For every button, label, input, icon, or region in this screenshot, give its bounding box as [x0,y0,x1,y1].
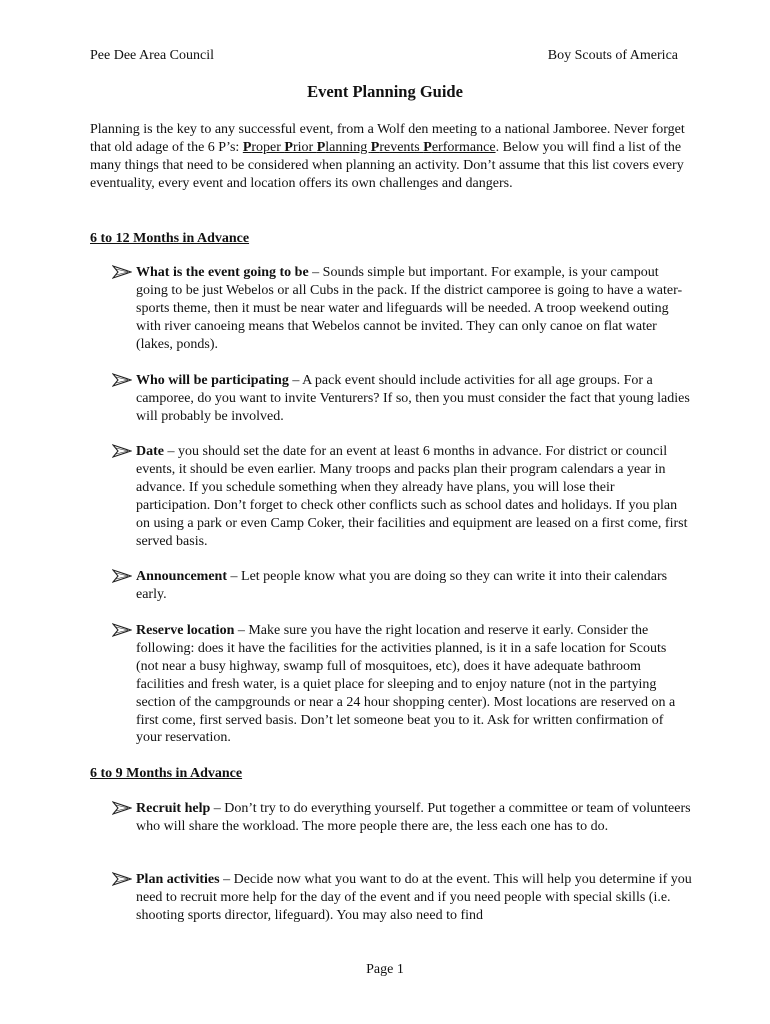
item-title: Announcement [136,569,228,584]
item-text: – Don’t try to do everything yourself. Put together a committee or team of volunteers who will share the workload. The more people there are, the less each one has to do. [136,801,691,834]
six-ps-phrase: Proper Prior Planning Prevents Performance [242,139,496,155]
header-right: Boy Scouts of America [547,48,678,63]
list-item [112,871,692,925]
arrow-bullet-icon [112,801,132,815]
list-item [112,443,692,550]
arrow-bullet-icon [112,623,132,637]
item-text: – Decide now what you want to do at the event. This will help you determine if you need to recruit more help for the day of the event and if you need people with special skills (i.e. shooting sports director, lifeguard). You may also need to find [136,872,692,923]
item-text: – Let people know what you are doing so they can write it into their calendars early. [136,569,668,602]
list-item [112,568,692,604]
list-item [112,800,692,836]
header-left: Pee Dee Area Council [90,48,215,63]
item-text: – A pack event should include activities for all age groups. For a camporee, do you want to invite Venturers? If so, then you must consider the fact that young ladies will probably be involved. [136,373,690,424]
item-title: Reserve location [136,623,235,638]
arrow-bullet-icon [112,373,132,387]
item-title: What is the event going to be [136,265,309,280]
arrow-bullet-icon [112,265,132,279]
item-title: Recruit help [136,801,211,816]
section-heading: 6 to 9 Months in Advance [90,766,243,781]
intro-text-before: Planning is the key to any successful event, from a Wolf den meeting to a national Jamboree. Never forget that old adage of the 6 P’s: [90,122,685,155]
intro-text-after: . Below you will find a list of the many things that need to be considered when planning an activity. Don’t assume that this list covers every eventuality, every event and location offers its own challenges and dangers. [90,139,684,191]
item-title: Date [136,444,164,459]
item-text: – Sounds simple but important. For example, is your campout going to be just Webelos or all Cubs in the pack. If the district camporee is going to have a water-sports theme, then it must be near water and lifeguards will be needed. A troop weekend outing with river canoeing means that Webelos cannot be invited. They can only canoe on flat water (lakes, ponds). [136,265,683,352]
list-item [112,372,692,426]
arrow-bullet-icon [112,569,132,583]
page-title: Event Planning Guide [307,82,463,101]
list-item [112,264,692,354]
list-item [112,622,692,747]
page-number: Page 1 [366,962,404,977]
arrow-bullet-icon [112,872,132,886]
item-title: Plan activities [136,872,220,887]
arrow-bullet-icon [112,444,132,458]
item-text: – you should set the date for an event at least 6 months in advance. For district or council events, it should be even earlier. Many troops and packs plan their program calendars a year in advance. If you schedule something when they already have plans, you will lose their participation. Don’t forget to check other conflicts such as school dates and holidays. If you plan on using a park or even Camp Coker, their facilities and equipment are leased on a first come, first served basis. [136,444,688,549]
item-title: Who will be participating [136,373,289,388]
intro-paragraph [90,121,690,193]
item-text: – Make sure you have the right location and reserve it early. Consider the following: does it have the facilities for the activities planned, is it in a safe location for Scouts (not near a busy highway, swamp full of mosquitoes, etc), does it have adequate bathroom facilities and fresh water, is a quiet place for sleeping and to enjoy nature (not in the partying section of the campgrounds or near a 24 hour shopping center). Most locations are reserved on a first come, first served basis. Don’t let someone beat you to it. Ask for written confirmation of your reservation. [136,623,676,746]
section-heading: 6 to 12 Months in Advance [90,231,250,246]
